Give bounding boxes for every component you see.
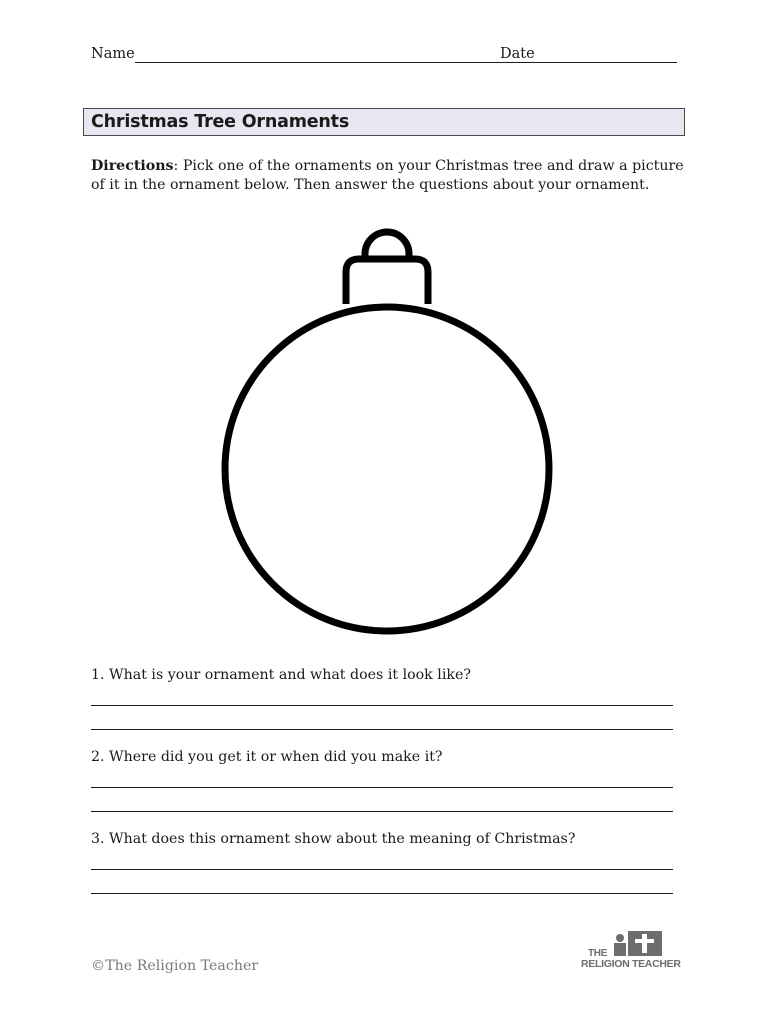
ornament-cap bbox=[346, 259, 428, 304]
answer-line-1b bbox=[91, 729, 673, 730]
logo-the-text: THE bbox=[588, 948, 608, 959]
directions bbox=[91, 157, 691, 195]
question-1: 1. What is your ornament and what does it look like? bbox=[91, 667, 471, 683]
answer-line-2a bbox=[91, 787, 673, 788]
question-2: 2. Where did you get it or when did you make it? bbox=[91, 749, 443, 765]
answer-line-3a bbox=[91, 869, 673, 870]
ornament-ball bbox=[225, 307, 549, 631]
directions-label: Directions bbox=[91, 158, 174, 174]
name-date-row bbox=[91, 46, 681, 66]
answer-line-2b bbox=[91, 811, 673, 812]
title-box bbox=[83, 108, 685, 136]
copyright-text: ©The Religion Teacher bbox=[91, 958, 259, 974]
answer-line-3b bbox=[91, 893, 673, 894]
date-label: Date bbox=[497, 46, 538, 62]
question-3: 3. What does this ornament show about the meaning of Christmas? bbox=[91, 831, 576, 847]
ornament-drawing bbox=[215, 216, 560, 646]
logo-name-text: RELIGION TEACHER bbox=[581, 958, 681, 970]
page-title: Christmas Tree Ornaments bbox=[91, 112, 350, 132]
directions-text: : Pick one of the ornaments on your Christmas tree and draw a picture of it in the ornament below. Then answer the questions about your ornament. bbox=[91, 158, 684, 193]
date-field-line bbox=[533, 62, 677, 63]
name-field-line bbox=[135, 62, 583, 63]
answer-line-1a bbox=[91, 705, 673, 706]
name-label: Name bbox=[91, 46, 135, 62]
religion-teacher-logo bbox=[580, 930, 682, 974]
